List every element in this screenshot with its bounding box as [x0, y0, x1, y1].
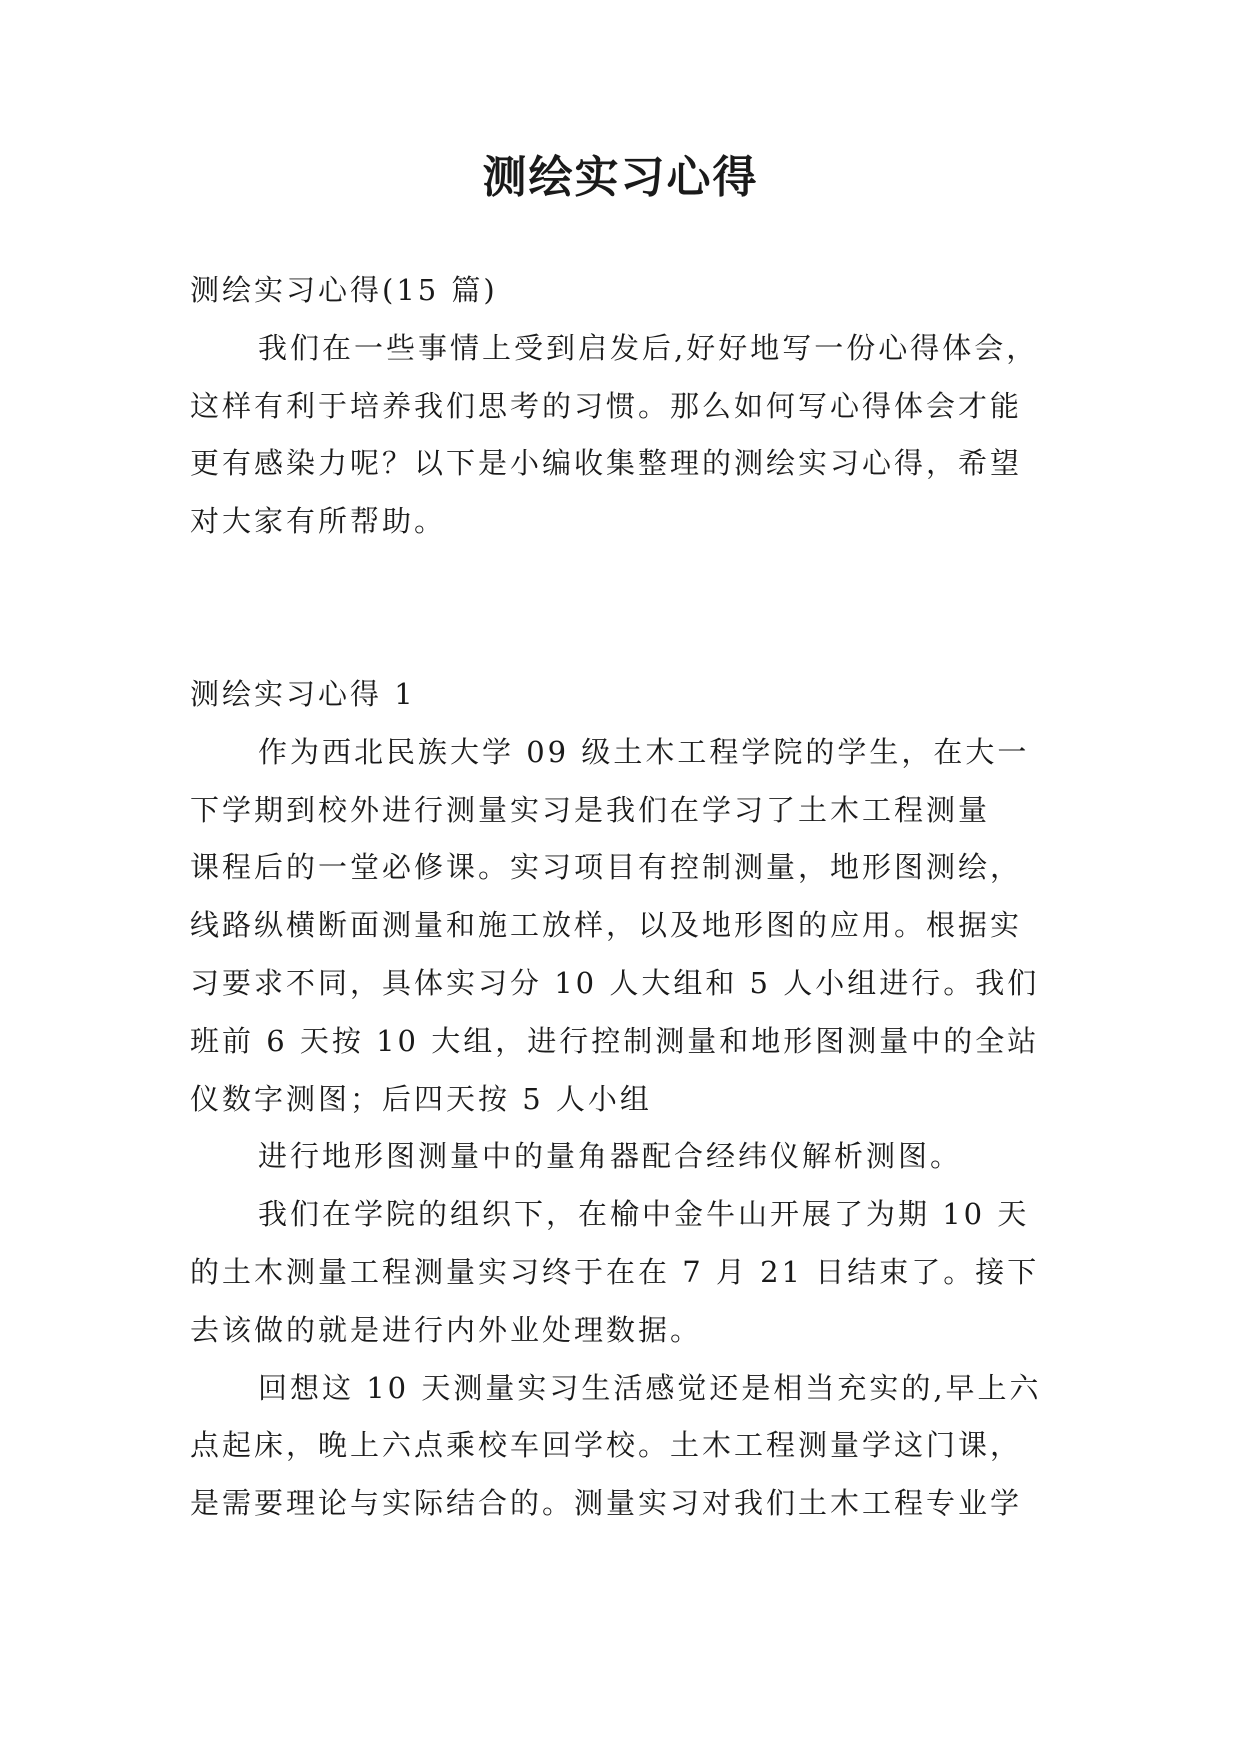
paragraph-line: 的土木测量工程测量实习终于在在 7 月 21 日结束了。接下	[190, 1254, 1040, 1289]
paragraph-line: 课程后的一堂必修课。实习项目有控制测量，地形图测绘，	[190, 850, 1023, 885]
paragraph-line: 我们在学院的组织下，在榆中金牛山开展了为期 10 天	[258, 1197, 1030, 1232]
subtitle: 测绘实习心得(15 篇)	[190, 273, 498, 307]
intro-paragraph	[190, 320, 1056, 551]
paragraph-4	[190, 1360, 1056, 1533]
paragraph-line: 点起床，晚上六点乘校车回学校。土木工程测量学这门课，	[190, 1428, 1023, 1463]
paragraph-line: 线路纵横断面测量和施工放样，以及地形图的应用。根据实	[190, 908, 1023, 943]
paragraph-line: 去该做的就是进行内外业处理数据。	[190, 1312, 703, 1347]
paragraph-line: 仪数字测图；后四天按 5 人小组	[190, 1081, 652, 1116]
section-heading: 测绘实习心得 1	[190, 676, 416, 711]
intro-line: 我们在一些事情上受到启发后,好好地写一份心得体会，	[258, 330, 1039, 365]
paragraph-line: 下学期到校外进行测量实习是我们在学习了土木工程测量	[190, 792, 991, 827]
paragraph-line: 回想这 10 天测量实习生活感觉还是相当充实的,早上六	[258, 1370, 1042, 1405]
paragraph-line: 是需要理论与实际结合的。测量实习对我们土木工程专业学	[190, 1486, 1023, 1521]
intro-line: 对大家有所帮助。	[190, 504, 447, 539]
paragraph-line: 进行地形图测量中的量角器配合经纬仪解析测图。	[258, 1139, 963, 1174]
intro-line: 更有感染力呢？以下是小编收集整理的测绘实习心得，希望	[190, 446, 1023, 481]
paragraph-line: 作为西北民族大学 09 级土木工程学院的学生，在大一	[258, 734, 1030, 769]
paragraph-3	[190, 1186, 1056, 1359]
paragraph-line: 习要求不同，具体实习分 10 人大组和 5 人小组进行。我们	[190, 965, 1040, 1000]
document-body	[190, 262, 1056, 1533]
document-title: 测绘实习心得	[482, 152, 759, 203]
intro-line: 这样有利于培养我们思考的习惯。那么如何写心得体会才能	[190, 388, 1023, 423]
paragraph-line: 班前 6 天按 10 大组，进行控制测量和地形图测量中的全站	[190, 1023, 1040, 1058]
paragraph-2	[190, 1128, 1056, 1186]
section-spacer	[190, 551, 1056, 666]
paragraph-1	[190, 724, 1056, 1129]
